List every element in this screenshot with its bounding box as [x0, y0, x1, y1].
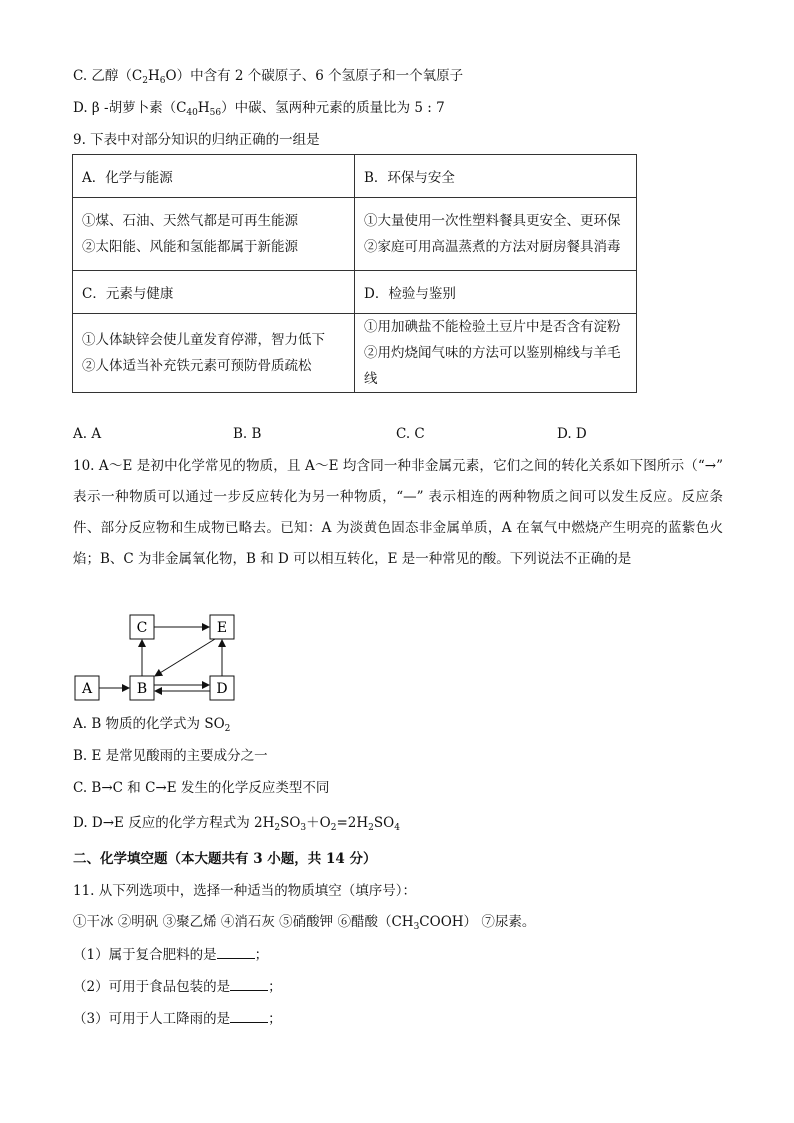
- node-b-label: B: [136, 681, 148, 697]
- q10-option-a: A. B 物质的化学式为 $SO_2$: [73, 716, 231, 734]
- answer-blank-2[interactable]: [230, 976, 268, 991]
- q11-stem: 11. 从下列选项中，选择一种适当的物质填空（填序号）：: [73, 883, 417, 899]
- answer-blank-1[interactable]: [217, 944, 255, 959]
- q10-option-c: C. B→C 和 C→E 发生的化学反应类型不同: [73, 780, 330, 796]
- q10-option-d: D. D→E 反应的化学方程式为 $2H_2SO_3+O_2=2H_2SO_4$: [73, 815, 400, 833]
- conversion-diagram: [70, 610, 245, 702]
- q11-sub-2: （2）可用于食品包装的是 ；: [73, 976, 282, 997]
- table-cell-c-head: C．元素与健康: [73, 271, 355, 314]
- answer-blank-3[interactable]: [230, 1008, 268, 1023]
- q9-stem: 9. 下表中对部分知识的归纳正确的一组是: [73, 132, 320, 148]
- q9-option-a: A. A: [73, 426, 102, 442]
- knowledge-table: [72, 154, 637, 393]
- q9-option-c: C. C: [396, 426, 425, 442]
- q9-option-d: D. D: [557, 426, 587, 442]
- q11-sub-3: （3）可用于人工降雨的是 ；: [73, 1008, 282, 1029]
- node-c-label: C: [136, 620, 148, 636]
- table-cell-b-body: ①大量使用一次性塑料餐具更安全、更环保 ②家庭可用高温蒸煮的方法对厨房餐具消毒: [355, 198, 637, 271]
- table-cell-d-head: D．检验与鉴别: [355, 271, 637, 314]
- table-cell-d-body: ①用加碘盐不能检验土豆片中是否含有淀粉 ②用灼烧闻气味的方法可以鉴别棉线与羊毛线: [355, 314, 637, 393]
- node-e-label: E: [216, 620, 228, 636]
- node-d-label: D: [216, 681, 228, 697]
- table-cell-b-head: B．环保与安全: [355, 155, 637, 198]
- q9-option-b: B. B: [233, 426, 262, 442]
- q11-sub-1: （1）属于复合肥料的是 ；: [73, 944, 268, 965]
- q10-option-b: B. E 是常见酸雨的主要成分之一: [73, 748, 268, 764]
- table-cell-a-body: ①煤、石油、天然气都是可再生能源 ②太阳能、风能和氢能都属于新能源: [73, 198, 355, 271]
- q11-choices: ①干冰 ②明矾 ③聚乙烯 ④消石灰 ⑤硝酸钾 ⑥醋酸$(CH_3COOH)$ ⑦尿素。: [73, 914, 536, 932]
- q10-stem: 10. A～E 是初中化学常见的物质，且 A～E 均含同一种非金属元素，它们之间的转化关系如下图所示（“→” 表示一种物质可以通过一步反应转化为另一种物质，“—” 表示相连的两种物质之间可以发生反应。反应条件、部分反应物和生成物已略去。已知：A 为淡黄色固态非金属单质，A 在氧气中燃烧产生明亮的蓝紫色火焰；B、C 为非金属氧化物，B 和 D 可以相互转化，E 是一种常见的酸。下列说法不正确的是: [73, 458, 723, 567]
- table-cell-c-body: ①人体缺锌会使儿童发育停滞，智力低下 ②人体适当补充铁元素可预防骨质疏松: [73, 314, 355, 393]
- arrow-e-to-b: [155, 639, 215, 676]
- table-cell-a-head: A．化学与能源: [73, 155, 355, 198]
- node-a-label: A: [81, 681, 93, 697]
- section-2-heading: 二、化学填空题（本大题共有 3 小题，共 14 分）: [73, 851, 377, 867]
- q8-option-c: C. 乙醇$(C_2H_6O)$中含有 2 个碳原子、6 个氢原子和一个氧原子: [73, 68, 464, 86]
- q8-option-d: D. β -胡萝卜素$(C_{40}H_{56})$中碳、氢两种元素的质量比为 5 : 7: [73, 100, 445, 118]
